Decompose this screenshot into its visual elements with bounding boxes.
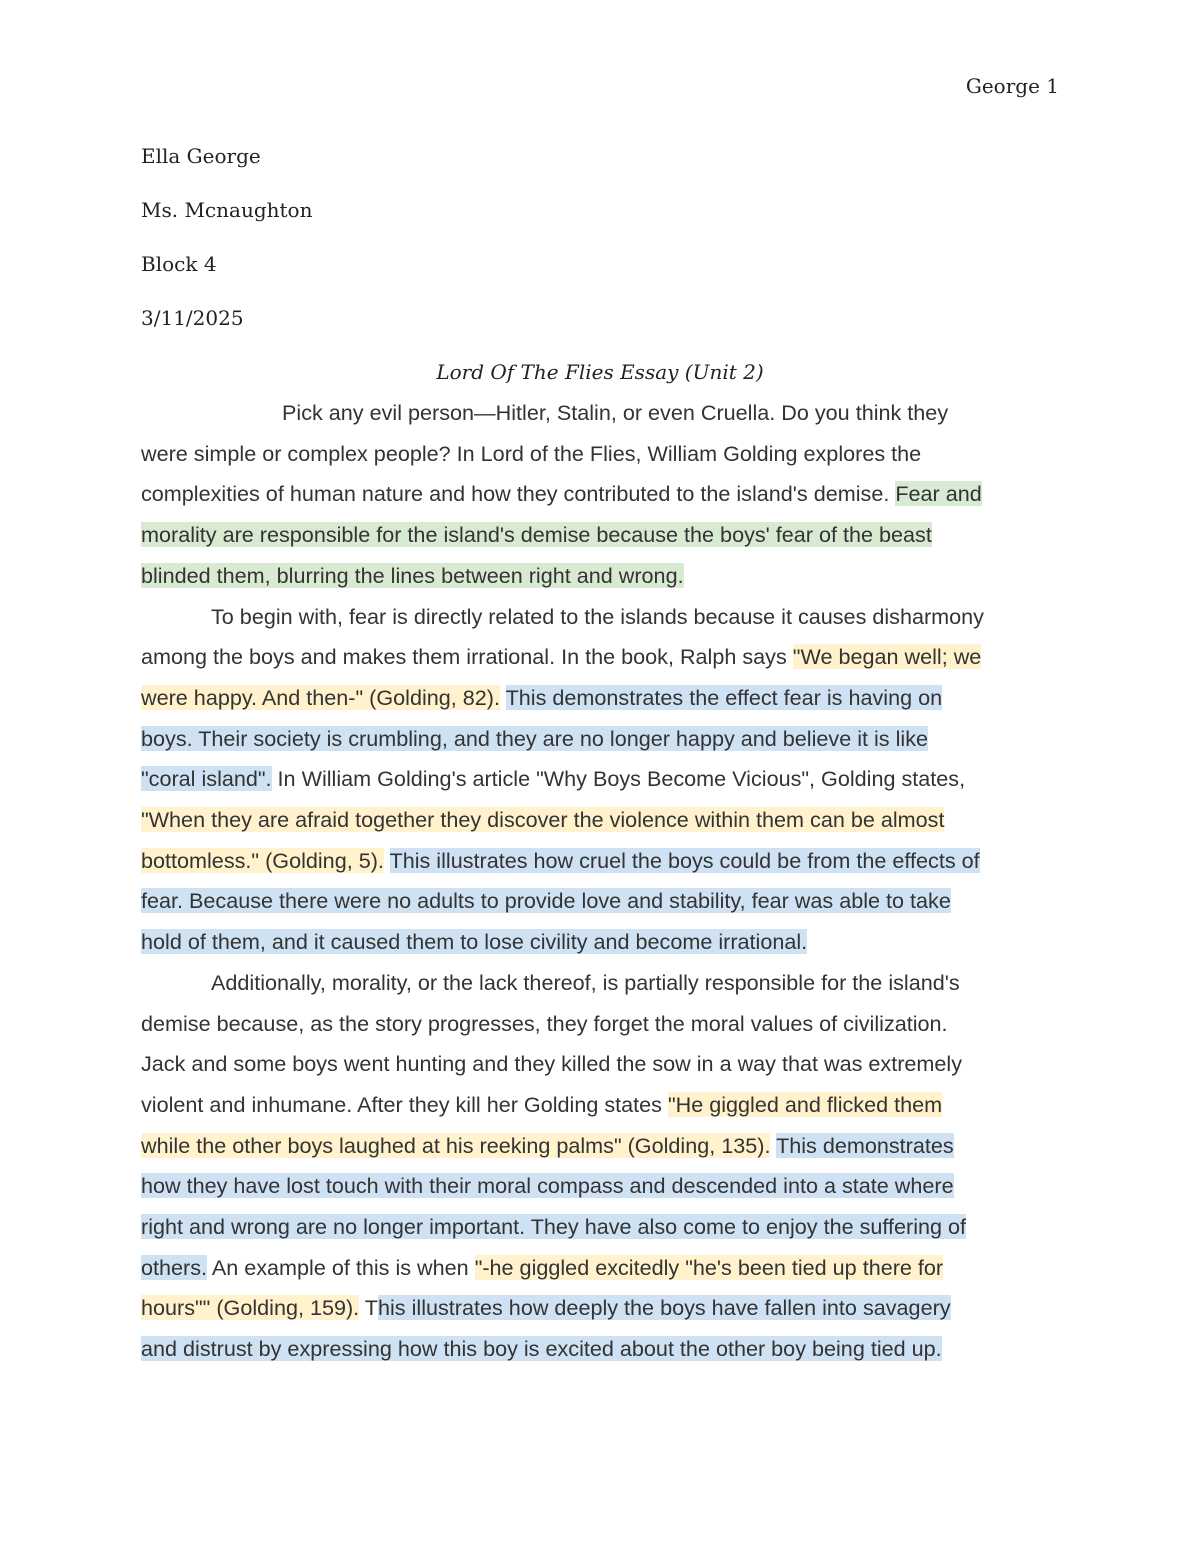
text-segment bbox=[384, 848, 390, 873]
quote-highlight: "We began well; we bbox=[792, 644, 982, 670]
paragraph-line bbox=[141, 1126, 1059, 1167]
quote-highlight: while the other boys laughed at his reeking palms" (Golding, 135). bbox=[141, 1132, 771, 1158]
text-segment: among the boys and makes them irrational. In the book, Ralph says bbox=[141, 644, 793, 670]
paragraph-line bbox=[141, 597, 1059, 638]
analysis-highlight: how they have lost touch with their moral compass and descended into a state where bbox=[141, 1173, 954, 1199]
essay-paragraph bbox=[141, 963, 1059, 1370]
analysis-highlight: and distrust by expressing how this boy is excited about the other boy being tied up. bbox=[141, 1336, 942, 1362]
text-segment: demise because, as the story progresses, they forget the moral values of civilization. bbox=[141, 1010, 948, 1036]
thesis-highlight: Fear and bbox=[895, 481, 982, 507]
quote-highlight: bottomless." (Golding, 5). bbox=[141, 847, 384, 873]
paragraph-line bbox=[141, 1329, 1059, 1370]
teacher-name: Ms. Mcnaughton bbox=[141, 198, 313, 222]
text-segment: were simple or complex people? In Lord of the Flies, William Golding explores the bbox=[141, 440, 922, 466]
paragraph-line bbox=[141, 1044, 1059, 1085]
text-segment: To begin with, fear is directly related to the islands because it causes disharmony bbox=[211, 603, 984, 629]
paragraph-line bbox=[141, 922, 1059, 963]
paragraph-line bbox=[141, 515, 1059, 556]
analysis-highlight: fear. Because there were no adults to provide love and stability, fear was able to take bbox=[141, 888, 951, 914]
quote-highlight: hours"" (Golding, 159). bbox=[141, 1295, 360, 1321]
thesis-highlight: blinded them, blurring the lines between right and wrong. bbox=[141, 562, 684, 588]
analysis-highlight: boys. Their society is crumbling, and they are no longer happy and believe it is like bbox=[141, 725, 929, 751]
text-segment: An example of this is when bbox=[207, 1254, 475, 1280]
paragraph-line bbox=[141, 474, 1059, 515]
quote-highlight: "He giggled and flicked them bbox=[667, 1091, 943, 1117]
paragraph-line bbox=[141, 800, 1059, 841]
thesis-highlight: morality are responsible for the island's demise because the boys' fear of the beast bbox=[141, 522, 932, 548]
essay-date: 3/11/2025 bbox=[141, 306, 244, 330]
quote-highlight: "When they are afraid together they discover the violence within them can be almost bbox=[141, 807, 945, 833]
paragraph-line bbox=[141, 1248, 1059, 1289]
analysis-highlight: This demonstrates bbox=[776, 1132, 954, 1158]
essay-body bbox=[141, 393, 1059, 1370]
analysis-highlight: This demonstrates the effect fear is having on bbox=[505, 684, 943, 710]
paragraph-line bbox=[141, 393, 1059, 434]
essay-title: Lord Of The Flies Essay (Unit 2) bbox=[436, 360, 764, 384]
paragraph-line bbox=[141, 556, 1059, 597]
analysis-highlight: This illustrates how cruel the boys could be from the effects of bbox=[389, 847, 980, 873]
text-segment: T bbox=[359, 1295, 378, 1321]
analysis-highlight: right and wrong are no longer important. They have also come to enjoy the suffering of bbox=[141, 1214, 967, 1240]
paragraph-line bbox=[141, 637, 1059, 678]
quote-highlight: "-he giggled excitedly "he's been tied up there for bbox=[474, 1254, 944, 1280]
paragraph-line bbox=[141, 1004, 1059, 1045]
text-segment: Pick any evil person—Hitler, Stalin, or even Cruella. Do you think they bbox=[282, 400, 949, 425]
text-segment: Jack and some boys went hunting and they killed the sow in a way that was extremely bbox=[141, 1051, 962, 1077]
text-segment: In William Golding's article "Why Boys Become Vicious", Golding states, bbox=[271, 766, 966, 792]
analysis-highlight: others. bbox=[141, 1254, 208, 1280]
analysis-highlight: hold of them, and it caused them to lose civility and become irrational. bbox=[141, 929, 808, 955]
text-segment: Additionally, morality, or the lack thereof, is partially responsible for the island's bbox=[211, 969, 960, 995]
paragraph-line bbox=[141, 759, 1059, 800]
paragraph-line bbox=[141, 1207, 1059, 1248]
paragraph-line bbox=[141, 881, 1059, 922]
page-number-header: George 1 bbox=[965, 74, 1059, 98]
text-segment bbox=[500, 685, 506, 710]
essay-paragraph bbox=[141, 597, 1059, 963]
class-block: Block 4 bbox=[141, 252, 217, 276]
paragraph-line bbox=[141, 678, 1059, 719]
paragraph-line bbox=[141, 963, 1059, 1004]
paragraph-line bbox=[141, 719, 1059, 760]
paragraph-line bbox=[141, 1166, 1059, 1207]
text-segment: violent and inhumane. After they kill her Golding states bbox=[141, 1091, 668, 1117]
analysis-highlight: his illustrates how deeply the boys have fallen into savagery bbox=[378, 1295, 951, 1321]
text-segment: complexities of human nature and how they contributed to the island's demise. bbox=[141, 481, 896, 507]
paragraph-line bbox=[141, 1085, 1059, 1126]
student-name: Ella George bbox=[141, 144, 261, 168]
paragraph-line bbox=[141, 1288, 1059, 1329]
essay-paragraph bbox=[141, 393, 1059, 597]
paragraph-line bbox=[141, 434, 1059, 475]
analysis-highlight: "coral island". bbox=[141, 766, 272, 792]
quote-highlight: were happy. And then-" (Golding, 82). bbox=[141, 684, 500, 710]
paragraph-line bbox=[141, 841, 1059, 882]
